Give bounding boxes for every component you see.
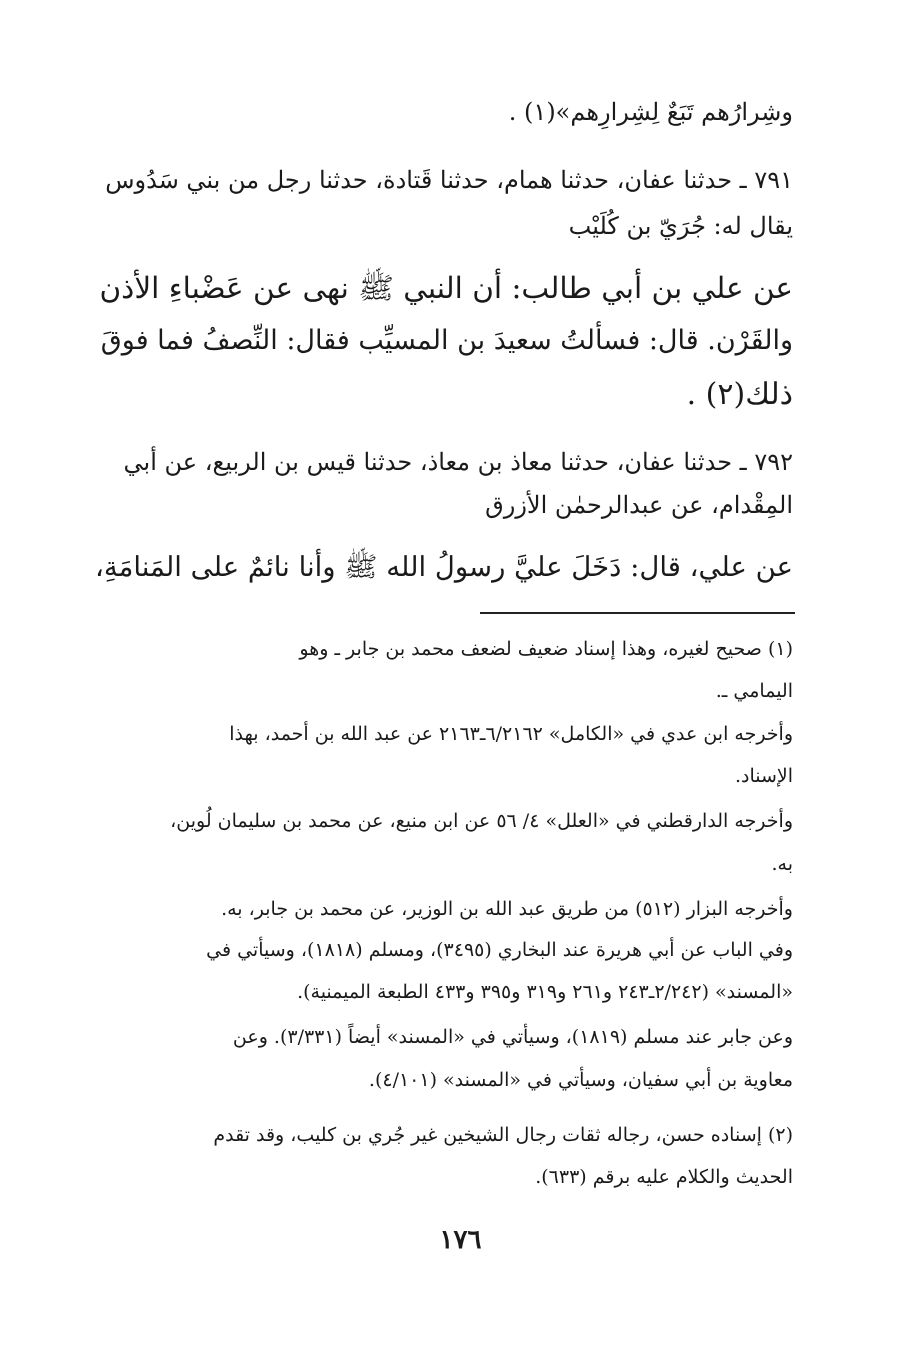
footnote-1: وأخرجه ابن عدي في «الكامل» ٦/٢١٦٢ـ٢١٦٣ عن عبد الله بن أحمد، بهذا	[229, 723, 793, 745]
footnote-1: (١) صحيح لغيره، وهذا إسناد ضعيف لضعف محمد بن جابر ـ وهو	[299, 638, 793, 660]
page-number: ١٧٦	[439, 1225, 482, 1255]
hadith-791-matn: عن علي بن أبي طالب: أن النبي ﷺ نهى عن عَضْباءِ الأذن	[99, 271, 793, 305]
text-line: وشِرارُهم تَبَعٌ لِشِرارِهم»(١) .	[508, 98, 793, 126]
footnote-2: الحديث والكلام عليه برقم (٦٣٣).	[535, 1166, 793, 1188]
hadith-791-matn: ذلك(٢) .	[686, 377, 793, 412]
hadith-792-isnad: ٧٩٢ ـ حدثنا عفان، حدثنا معاذ بن معاذ، حدثنا قيس بن الربيع، عن أبي	[123, 448, 793, 476]
footnote-1: معاوية بن أبي سفيان، وسيأتي في «المسند» (٤/١٠١).	[368, 1069, 793, 1091]
footnote-1: به.	[771, 853, 793, 875]
footnote-separator	[480, 612, 795, 614]
footnote-1: وأخرجه البزار (٥١٢) من طريق عبد الله بن الوزير، عن محمد بن جابر، به.	[221, 898, 793, 920]
hadith-791-isnad: ٧٩١ ـ حدثنا عفان، حدثنا همام، حدثنا قَتادة، حدثنا رجل من بني سَدُوس	[105, 166, 793, 194]
hadith-792-matn: عن علي، قال: دَخَلَ عليَّ رسولُ الله ﷺ وأنا نائمٌ على المَنامَةِ،	[94, 551, 793, 583]
footnote-1: الإسناد.	[734, 765, 793, 787]
hadith-792-isnad: المِقْدام، عن عبدالرحمٰن الأزرق	[485, 491, 793, 519]
footnote-1: وفي الباب عن أبي هريرة عند البخاري (٣٤٩٥)، ومسلم (١٨١٨)، وسيأتي في	[206, 939, 793, 961]
footnote-2: (٢) إسناده حسن، رجاله ثقات رجال الشيخين غير جُري بن كليب، وقد تقدم	[213, 1124, 793, 1146]
footnote-1: وعن جابر عند مسلم (١٨١٩)، وسيأتي في «المسند» أيضاً (٣/٣٣١). وعن	[232, 1026, 793, 1048]
footnote-1: «المسند» (٢/٢٤٢ـ٢٤٣ و٢٦١ و٣١٩ و٣٩٥ و٤٣٣ الطبعة الميمنية).	[297, 981, 793, 1003]
hadith-791-isnad: يقال له: جُرَيّ بن كُلَيْب	[568, 212, 793, 240]
footnote-1: وأخرجه الدارقطني في «العلل» ٤/ ٥٦ عن ابن منيع، عن محمد بن سليمان لُوين،	[170, 810, 793, 832]
footnote-1: اليمامي ـ.	[715, 680, 793, 702]
hadith-791-matn: والقَرْن. قال: فسألتُ سعيدَ بن المسيِّب فقال: النِّصفُ فما فوقَ	[100, 325, 793, 356]
